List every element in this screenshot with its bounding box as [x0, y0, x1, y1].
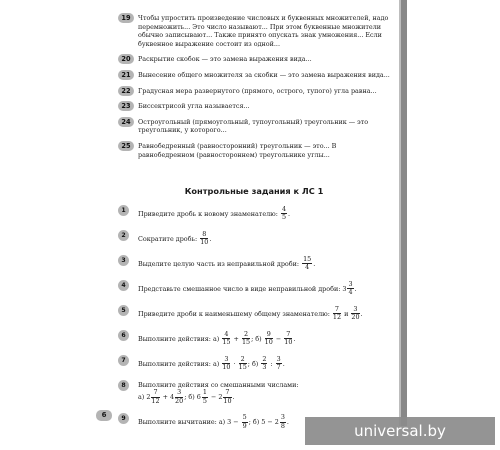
exercise-number: 8: [118, 380, 129, 391]
fraction: [223, 389, 231, 405]
denominator: 12: [151, 396, 160, 405]
numerator: 7: [284, 331, 292, 340]
task-25: [118, 142, 390, 159]
denominator: 5: [202, 396, 207, 405]
exercise-text: Сократите дробь:: [138, 234, 198, 243]
numerator: 2: [262, 354, 267, 363]
task-text: Вынесение общего множителя за скобки — это замена выражения вида...: [138, 70, 390, 79]
section-title: Контрольные задания к ЛС 1: [184, 186, 324, 197]
fraction: [265, 331, 273, 347]
numerator: 9: [265, 331, 273, 340]
denominator: 15: [222, 338, 231, 347]
fraction: [284, 331, 292, 347]
numerator: 4: [281, 204, 287, 213]
exercise-text: Приведите дроби к наименьшему общему знаменателю:: [138, 309, 330, 318]
fraction: [261, 356, 267, 372]
fraction: [242, 414, 248, 430]
fraction: [333, 306, 341, 322]
punct: .: [209, 234, 212, 243]
numerator: 7: [333, 306, 341, 315]
exercise-text: Выполните действия со смешанными числами:: [138, 380, 299, 389]
exercise-2: [118, 231, 390, 247]
exercise-text: Выполните действия: а): [138, 359, 220, 368]
denominator: 20: [351, 313, 360, 322]
exercise-1: [118, 206, 390, 222]
expression-part: + 4: [162, 393, 175, 402]
separator: ; б) 5 − 2: [248, 418, 279, 427]
fraction: [347, 281, 353, 297]
task-20: [118, 55, 390, 64]
task-23: [118, 102, 390, 111]
page-content: [118, 14, 390, 439]
numerator: 3: [175, 389, 183, 398]
denominator: 10: [284, 338, 293, 347]
separator: ; б): [247, 359, 259, 368]
operator: :: [270, 359, 273, 368]
exercise-number: 5: [118, 305, 129, 316]
numerator: 3: [276, 354, 281, 363]
numerator: 8: [200, 231, 208, 240]
punct: .: [288, 209, 291, 218]
task-number: 24: [118, 117, 134, 127]
exercise-text: Выполните действия: а): [138, 334, 220, 343]
exercise-number: 2: [118, 230, 129, 241]
fraction: [276, 356, 282, 372]
task-number: 19: [118, 13, 134, 23]
conjunction: и: [344, 309, 349, 318]
task-number: 22: [118, 86, 134, 96]
exercise-number: 1: [118, 205, 129, 216]
denominator: 9: [242, 421, 247, 430]
numerator: 2: [242, 331, 250, 340]
exercise-4: [118, 281, 390, 297]
exercise-7: [118, 356, 390, 372]
numerator: 2: [239, 356, 247, 365]
punct: .: [232, 393, 235, 402]
book-gutter: [401, 0, 407, 426]
punct: .: [360, 309, 363, 318]
task-text: Биссектрисой угла называется...: [138, 102, 250, 111]
numerator: 1: [202, 388, 207, 397]
fraction: [281, 206, 287, 222]
task-text: Раскрытие скобок — это замена выражения вида...: [138, 55, 312, 64]
expression-part: а) 2: [138, 393, 151, 402]
numerator: 3: [348, 279, 353, 288]
exercise-text: Представьте смешанное число в виде неправильной дроби: 3: [138, 284, 347, 293]
punct: .: [313, 259, 316, 268]
exercise-6: [118, 331, 390, 347]
exercise-text: Приведите дробь к новому знаменателю:: [138, 209, 278, 218]
exercise-number: 7: [118, 355, 129, 366]
fraction: [151, 389, 159, 405]
exercise-text: Выделите целую часть из неправильной дроби:: [138, 259, 300, 268]
denominator: 8: [280, 421, 285, 430]
exercise-3: [118, 256, 390, 272]
numerator: 3: [351, 306, 359, 315]
task-text: Градусная мера развернутого (прямого, острого, тупого) угла равна...: [138, 86, 377, 95]
numerator: 7: [151, 389, 159, 398]
punct: .: [282, 359, 285, 368]
operator: ·: [233, 359, 236, 368]
task-number: 23: [118, 101, 134, 111]
denominator: 10: [222, 363, 231, 372]
exercise-number: 6: [118, 330, 129, 341]
numerator: 3: [280, 413, 285, 422]
task-22: [118, 87, 390, 96]
watermark: universal.by: [305, 417, 495, 445]
denominator: 15: [238, 363, 247, 372]
exercise-8: [118, 381, 390, 406]
denominator: 3: [262, 363, 267, 372]
task-number: 21: [118, 70, 134, 80]
denominator: 4: [348, 288, 353, 297]
exercise-number: 3: [118, 255, 129, 266]
denominator: 7: [276, 363, 281, 372]
fraction: [222, 331, 230, 347]
task-text: Остроугольный (прямоугольный, тупоугольный) треугольник — это треугольник, у которого...: [138, 117, 369, 135]
denominator: 12: [332, 313, 342, 322]
denominator: 20: [175, 396, 184, 405]
expression-part: − 2: [210, 393, 223, 402]
punct: .: [293, 334, 296, 343]
exercise-5: [118, 306, 390, 322]
fraction: [175, 389, 183, 405]
punct: .: [286, 418, 289, 427]
task-24: [118, 118, 390, 135]
numerator: 15: [303, 254, 312, 263]
expression-part: ; б) 6: [184, 393, 201, 402]
denominator: 10: [264, 338, 273, 347]
numerator: 3: [222, 356, 230, 365]
task-text: Чтобы упростить произведение числовых и буквенных множителей, надо перемножить... Это число называют... При этом буквенные множители обычно записывают... Также принято опускать знак умножения... Если буквенное выражение состоит из одной...: [138, 14, 389, 48]
denominator: 5: [281, 213, 287, 222]
punct: .: [354, 284, 357, 293]
denominator: 10: [223, 396, 232, 405]
task-number: 20: [118, 54, 134, 64]
task-text: Равнобедренный (равносторонний) треугольник — это... В равнобедренном (равностороннем) треугольнике углы...: [138, 141, 337, 159]
exercise-text: Выполните вычитание: а) 3 −: [138, 418, 239, 427]
exercise-number: 9: [118, 413, 129, 424]
operator: +: [233, 334, 239, 343]
fraction: [242, 331, 250, 347]
fraction: [280, 414, 286, 430]
task-number: 25: [118, 141, 134, 151]
fraction: [302, 256, 312, 272]
fraction: [222, 356, 230, 372]
fraction: [202, 389, 208, 405]
denominator: 4: [305, 263, 310, 272]
operator: −: [275, 334, 282, 343]
denominator: 10: [200, 238, 209, 247]
exercise-number: 4: [118, 280, 129, 291]
fraction: [351, 306, 359, 322]
numerator: 4: [222, 331, 230, 340]
page-number: 6: [96, 410, 112, 421]
denominator: 15: [241, 338, 251, 347]
fraction: [200, 231, 208, 247]
separator: ; б): [251, 334, 262, 343]
numerator: 5: [242, 413, 247, 422]
fraction: [239, 356, 247, 372]
task-21: [118, 71, 390, 80]
numerator: 7: [223, 389, 231, 398]
task-19: [118, 14, 390, 48]
